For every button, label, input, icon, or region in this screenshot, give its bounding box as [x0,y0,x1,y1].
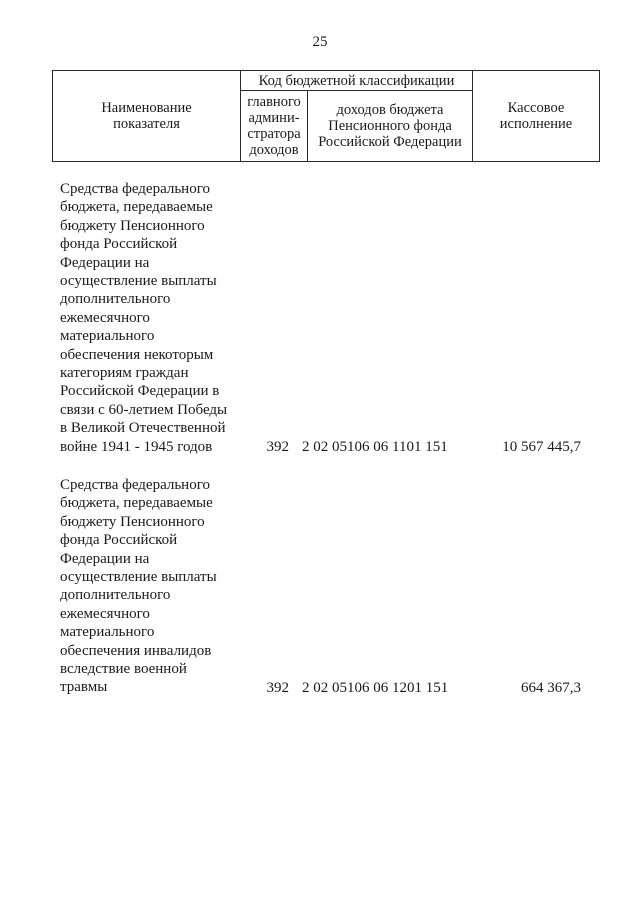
income-code: 2 02 05106 06 1101 151 [302,439,448,455]
table-row [52,476,587,701]
admin-column-header: главного админи- стратора доходов [241,91,308,162]
income-column-header: доходов бюджета Пенсионного фонда Российской Федерации [308,91,473,162]
indicator-name: Средства федерального бюджета, передаваемые бюджету Пенсионного фонда Российской Федерации на осуществление выплаты дополнительного ежемесячного материального обеспечения некоторым категориям граждан Российской Федерации в связи с 60-летием Победы в Великой Отечественной войне 1941 - 1945 годов [60,181,228,455]
indicator-name: Средства федерального бюджета, передаваемые бюджету Пенсионного фонда Российской Федерации на осуществление выплаты дополнительного ежемесячного материального обеспечения инвалидов вследствие военной травмы [60,477,217,696]
admin-code: 392 [266,680,289,696]
cash-amount: 664 367,3 [521,680,581,696]
cash-execution-header: Кассовое исполнение [473,71,600,162]
budget-classification-header: Код бюджетной классификации [241,71,473,91]
name-column-header: Наименование показателя [53,71,241,162]
cash-amount: 10 567 445,7 [502,439,581,455]
page-number: 25 [312,34,328,50]
admin-code: 392 [266,439,289,455]
table-row [52,180,587,460]
table-header [52,70,600,162]
income-code: 2 02 05106 06 1201 151 [302,680,449,696]
